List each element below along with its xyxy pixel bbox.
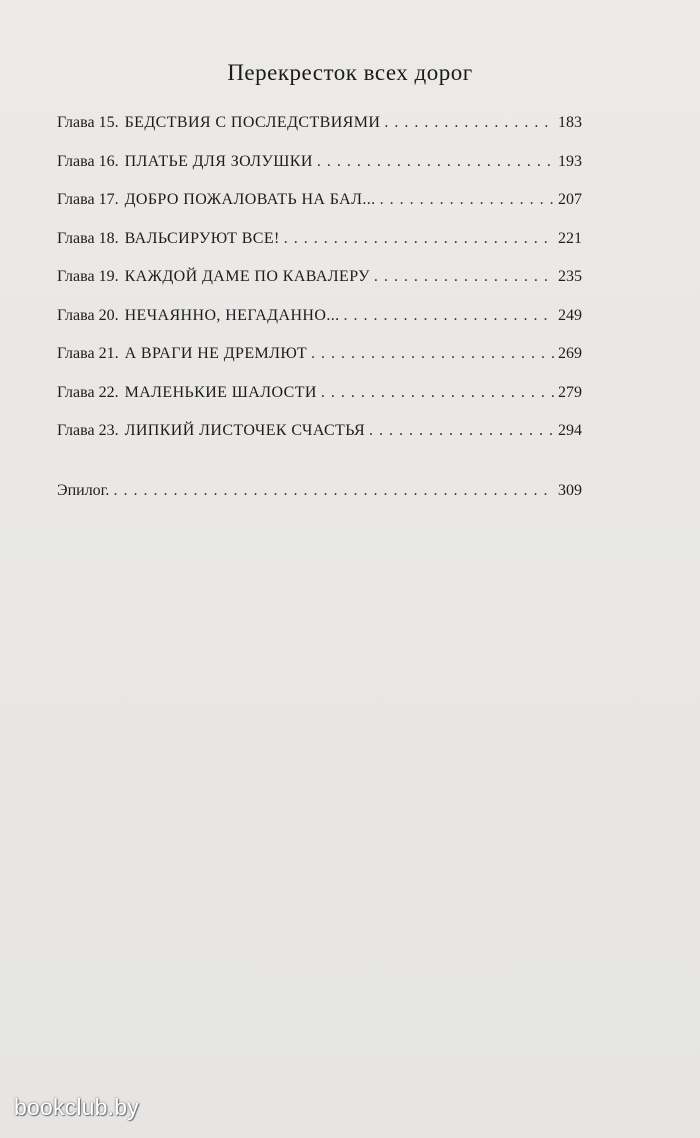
toc-entry [57,422,582,461]
page-number: 221 [558,229,582,247]
chapter-title: ВАЛЬСИРУЮТ ВСЕ! [124,229,280,247]
toc-entry [57,114,582,153]
toc-entry [57,191,582,230]
chapter-number: Глава 15. [57,114,119,131]
toc-entry-epilog [57,482,582,521]
chapter-title: ЛИПКИЙ ЛИСТОЧЕК СЧАСТЬЯ [124,422,366,439]
toc-entry [57,230,582,269]
section-title: Перекресток всех дорог [227,60,473,85]
leader-dots [380,191,554,209]
leader-dots [317,153,554,171]
page-number: 249 [558,306,582,324]
site-watermark: bookclub.by [14,1094,139,1120]
chapter-title: ДОБРО ПОЖАЛОВАТЬ НА БАЛ... [124,191,376,208]
chapter-number: Глава 21. [57,345,119,362]
page-number: 294 [558,422,582,439]
epilog-label: Эпилог. [57,481,110,499]
page-number: 183 [558,114,582,131]
chapter-title: А ВРАГИ НЕ ДРЕМЛЮТ [124,345,308,362]
leader-dots [113,482,554,500]
leader-dots [344,307,554,325]
chapter-number: Глава 16. [57,152,119,170]
toc-entry [57,384,582,423]
chapter-number: Глава 17. [57,191,119,208]
chapter-number: Глава 18. [57,229,119,247]
leader-dots [384,114,554,132]
page-number: 207 [558,191,582,208]
chapter-title: БЕДСТВИЯ С ПОСЛЕДСТВИЯМИ [124,114,381,131]
leader-dots [311,345,554,363]
chapter-number: Глава 23. [57,422,119,439]
page-number: 269 [558,345,582,362]
leader-dots [369,422,554,440]
chapter-title: МАЛЕНЬКИЕ ШАЛОСТИ [124,383,317,401]
chapter-number: Глава 20. [57,306,119,324]
leader-dots [284,230,554,248]
chapter-title: ПЛАТЬЕ ДЛЯ ЗОЛУШКИ [124,152,313,170]
toc-entry [57,307,582,346]
page-number: 235 [558,268,582,285]
chapter-title: НЕЧАЯННО, НЕГАДАННО... [124,306,340,324]
table-of-contents [57,114,582,520]
chapter-number: Глава 22. [57,383,119,401]
toc-entry [57,345,582,384]
toc-entry [57,153,582,192]
page-number: 279 [558,383,582,401]
toc-entry [57,268,582,307]
page-number: 193 [558,152,582,170]
chapter-number: Глава 19. [57,268,119,285]
chapter-title: КАЖДОЙ ДАМЕ ПО КАВАЛЕРУ [124,268,370,285]
page-number: 309 [558,481,582,499]
leader-dots [321,384,554,402]
leader-dots [374,268,554,286]
